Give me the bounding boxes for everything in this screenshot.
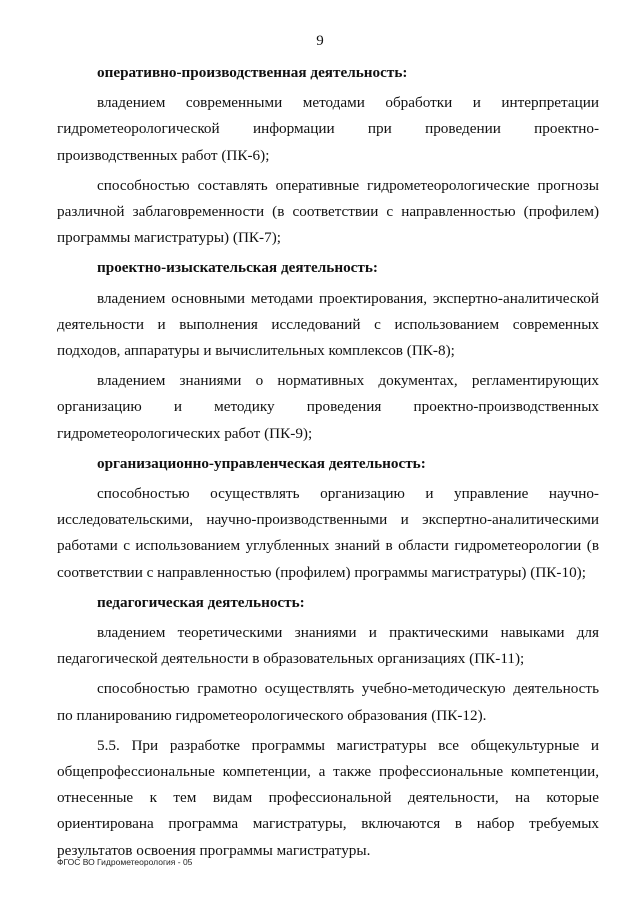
- section-heading: организационно-управленческая деятельность:: [97, 454, 426, 472]
- section-heading: педагогическая деятельность:: [97, 593, 305, 611]
- section-heading: оперативно-производственная деятельность:: [97, 64, 408, 81]
- section-heading: проектно-изыскательская деятельность:: [97, 259, 378, 277]
- competency-paragraph: способностью составлять оперативные гидрометеорологические прогнозы различной заблаговременности (в соответствии с направленностью (профилем) программы магистратуры) (ПК-7);: [57, 176, 599, 247]
- competency-paragraph: владением современными методами обработки и интерпретации гидрометеорологической информации при проведении проектно-производственных работ (ПК-6);: [57, 94, 599, 164]
- competency-paragraph: способностью грамотно осуществлять учебно-методическую деятельность по планированию гидрометеорологического образования (ПК-12).: [57, 680, 599, 724]
- competency-paragraph: владением основными методами проектирования, экспертно-аналитической деятельности и выполнения исследований с использованием современных подходов, аппаратуры и вычислительных комплексов (ПК-8);: [57, 289, 599, 360]
- footer-label: ФГОС ВО Гидрометеорология - 05: [57, 857, 193, 867]
- section-pedagogical: [57, 590, 599, 729]
- section-management: [57, 451, 599, 586]
- section-design: [57, 255, 599, 446]
- section-operational: [57, 60, 599, 251]
- clause-paragraph: 5.5. При разработке программы магистратуры все общекультурные и общепрофессиональные компетенции, а также профессиональные компетенции, отнесенные к тем видам профессиональной деятельности, на которые ориентирована программа магистратуры, включаются в набор требуемых результатов освоения программы магистратуры.: [57, 736, 599, 859]
- competency-paragraph: владением знаниями о нормативных документах, регламентирующих организацию и методику проведения проектно-производственных гидрометеорологических работ (ПК-9);: [57, 372, 599, 442]
- competency-paragraph: способностью осуществлять организацию и управление научно-исследовательскими, научно-производственными и экспертно-аналитическими работами с использованием углубленных знаний в области гидрометеорологии (в соответствии с направленностью (профилем) программы магистратуры) (ПК-10);: [57, 485, 599, 581]
- page-content: [57, 60, 599, 868]
- competency-paragraph: владением теоретическими знаниями и практическими навыками для педагогической деятельности в образовательных организациях (ПК-11);: [57, 624, 599, 668]
- page-number: 9: [316, 33, 324, 49]
